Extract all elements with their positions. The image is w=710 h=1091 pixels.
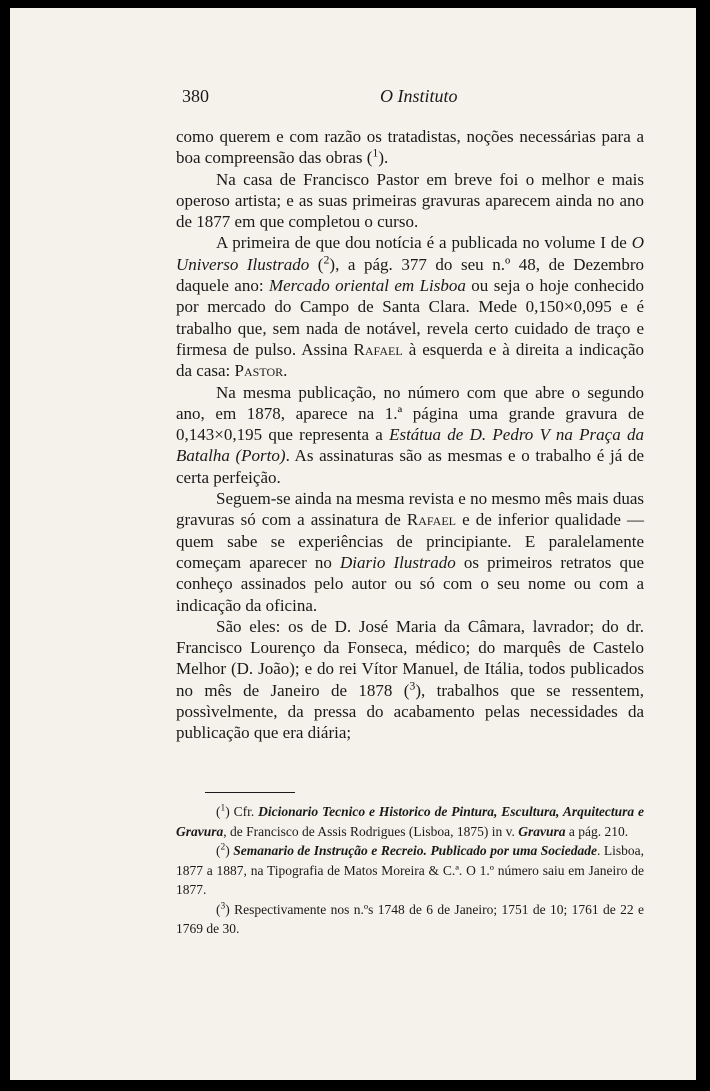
publication-title: Diario Ilustrado (340, 552, 456, 572)
paragraph: como querem e com razão os tratadistas, noções necessárias para a boa compreensão das obras ($^1$). (176, 127, 644, 168)
footnote-ref: 1 (372, 145, 379, 160)
footnote-ref: 3 (409, 678, 416, 693)
running-title: O Instituto (380, 86, 458, 106)
footnote: ($^2$) Semanario de Instrução e Recreio. Publicado por uma Sociedade. Lisboa, 1877 a 1887, na Tipografia de Matos Moreira & C.ª. O 1.º número saiu em Janeiro de 1877. (176, 842, 644, 897)
footnote-ref: 2 (323, 252, 330, 267)
paragraph: Na mesma publicação, no número com que abre o segundo ano, em 1878, aparece na 1.ª página uma grande gravura de 0,143×0,195 que representa a Estátua de D. Pedro V na Praça da Batalha (Porto). As assinaturas são as mesmas e o trabalho é já de certa perfeição. (176, 382, 644, 487)
footnote: ($^1$) Cfr. Dicionario Tecnico e Historico de Pintura, Escultura, Arquitectura e Gravura, de Francisco de Assis Rodrigues (Lisboa, 1875) in v. Gravura a pág. 210. (176, 803, 644, 839)
artwork-title: Estátua de D. Pedro V na Praça da Batalha (Porto) (176, 425, 644, 466)
paragraph: Na casa de Francisco Pastor em breve foi o melhor e mais operoso artista; e as suas primeiras gravuras aparecem ainda no ano de 1877 em que completou o curso. (176, 169, 644, 232)
paragraph: A primeira de que dou notícia é a publicada no volume I de O Universo Ilustrado ($^2$), a pág. 377 do seu n.º 48, de Dezembro daquele ano: Mercado oriental em Lisboa ou seja o hoje conhecido por mercado do Campo de Santa Clara. Mede 0,150×0,095 e é trabalho que, sem nada de notável, revela certo cuidado de traço e firmesa de pulso. Assina Rafael à esquerda e à direita a indicação da casa: Pastor. (176, 233, 645, 381)
footnote: ($^3$) Respectivamente nos n.ºs 1748 de 6 de Janeiro; 1751 de 10; 1761 de 22 e 1769 de 30. (176, 901, 644, 936)
body-text (176, 126, 644, 744)
paragraph: São eles: os de D. José Maria da Câmara, lavrador; do dr. Francisco Lourenço da Fonseca, médico; do marquês de Castelo Melhor (D. João); e do rei Vítor Manuel, de Itália, todos publicados no mês de Janeiro de 1878 ($^3$), trabalhos que se ressentem, possìvelmente, da pressa do acabamento pelas necessidades da publicação que era diária; (176, 616, 644, 743)
paragraph: Seguem-se ainda na mesma revista e no mesmo mês mais duas gravuras só com a assinatura de Rafael e de inferior qualidade — quem sabe se experiências de principiante. E paralelamente começam aparecer no Diario Ilustrado os primeiros retratos que conheço assinados pelo autor ou só com o seu nome ou com a indicação da oficina. (176, 489, 644, 615)
page-header (170, 80, 655, 108)
signature-name: Rafael (353, 339, 403, 359)
page-number: 380 (182, 86, 209, 106)
artwork-title: Mercado oriental em Lisboa (268, 276, 466, 296)
signature-house: Pastor (234, 361, 284, 381)
signature-name: Rafael (406, 510, 457, 530)
footnote-divider (205, 792, 295, 793)
publication-title: O Universo Ilustrado (176, 233, 645, 274)
footnotes (176, 802, 644, 939)
